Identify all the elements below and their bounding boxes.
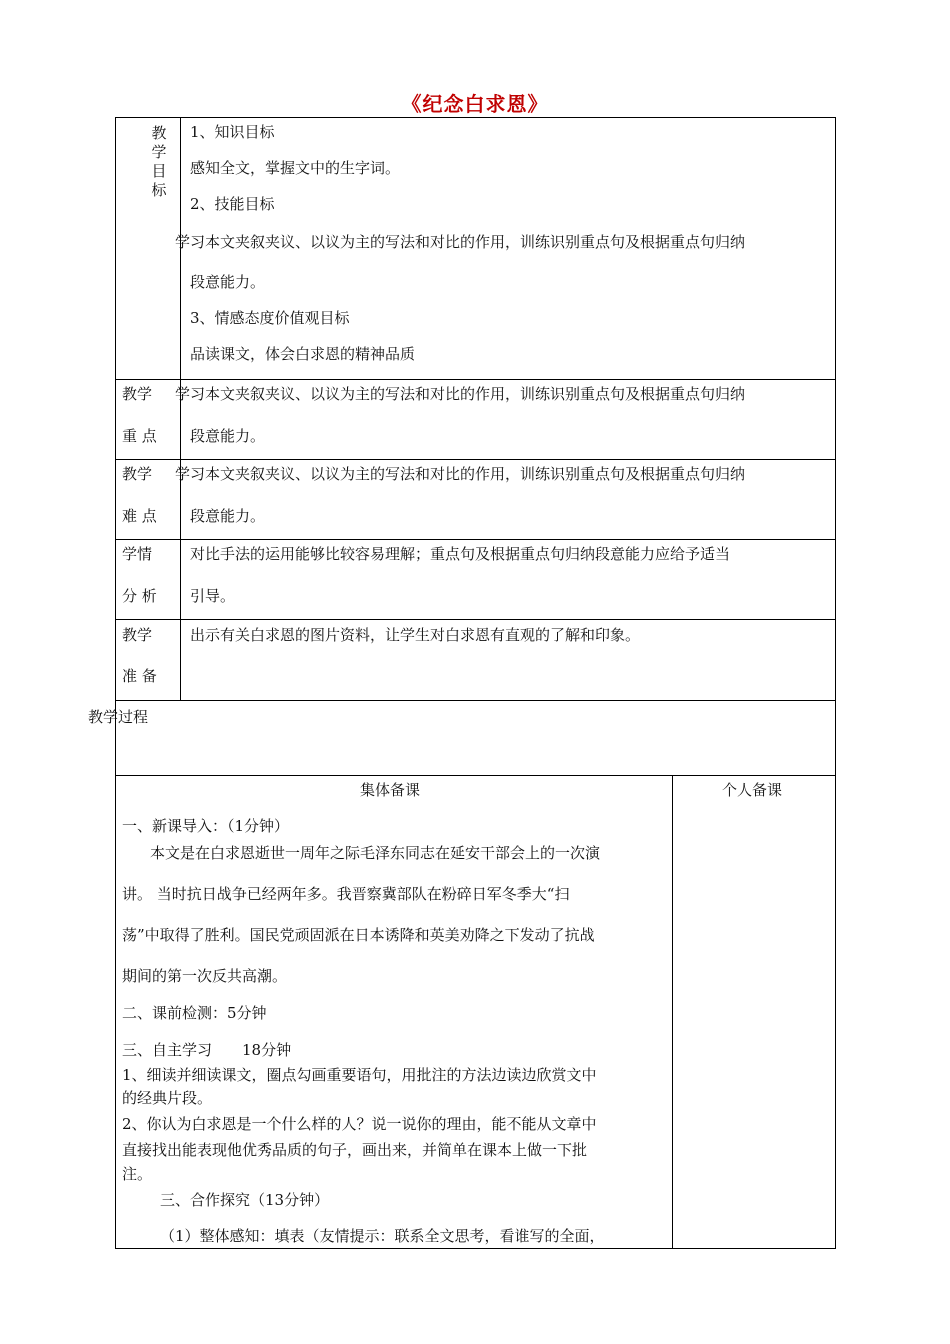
row-divider bbox=[115, 539, 836, 540]
check-heading: 二、课前检测：5分钟 bbox=[122, 1004, 267, 1022]
preparation-text: 出示有关白求恩的图片资料，让学生对白求恩有直观的了解和印象。 bbox=[190, 626, 641, 644]
self-study-1-line-2: 的经典片段。 bbox=[122, 1089, 213, 1107]
skill-text-line-2: 段意能力。 bbox=[190, 273, 266, 291]
row-divider bbox=[115, 700, 836, 701]
self-study-1-line-1: 1、细读并细读课文，圈点勾画重要语句，用批注的方法边读边欣赏文中 bbox=[122, 1066, 597, 1084]
difficulties-label-2: 难 点 bbox=[122, 507, 157, 525]
process-label: 教学过程 bbox=[88, 708, 149, 726]
cooperation-heading: 三、合作探究（13分钟） bbox=[160, 1191, 330, 1209]
personal-prep-header: 个人备课 bbox=[722, 781, 783, 799]
self-study-time: 18分钟 bbox=[242, 1041, 292, 1059]
table-border-right bbox=[835, 117, 836, 1249]
skill-text-line-1: 学习本文夹叙夹议、以议为主的写法和对比的作用，训练识别重点句及根据重点句归纳 bbox=[175, 233, 746, 251]
emotion-heading: 3、情感态度价值观目标 bbox=[190, 309, 350, 327]
table-label-divider bbox=[180, 117, 181, 701]
difficulties-text-line-1: 学习本文夹叙夹议、以议为主的写法和对比的作用，训练识别重点句及根据重点句归纳 bbox=[175, 465, 746, 483]
analysis-label-2: 分 析 bbox=[122, 587, 157, 605]
analysis-text-line-1: 对比手法的运用能够比较容易理解；重点句及根据重点句归纳段意能力应给予适当 bbox=[190, 545, 731, 563]
self-study-2-line-3: 注。 bbox=[122, 1165, 153, 1183]
row-divider bbox=[115, 379, 836, 380]
key-points-label-2: 重 点 bbox=[122, 427, 157, 445]
row-divider bbox=[115, 775, 836, 776]
cooperation-task-1-text: ：填表（友情提示：联系全文思考，看谁写的全面， bbox=[259, 1227, 605, 1245]
difficulties-text-line-2: 段意能力。 bbox=[190, 507, 266, 525]
table-border-bottom bbox=[115, 1248, 836, 1249]
key-points-text-line-1: 学习本文夹叙夹议、以议为主的写法和对比的作用，训练识别重点句及根据重点句归纳 bbox=[175, 385, 746, 403]
emotion-text: 品读课文，体会白求恩的精神品质 bbox=[190, 345, 416, 363]
key-points-label-1: 教学 bbox=[122, 385, 153, 403]
cooperation-task-1 bbox=[160, 1226, 605, 1246]
row-divider bbox=[115, 619, 836, 620]
table-border-top bbox=[115, 117, 836, 118]
objectives-label: 教学目标 bbox=[151, 124, 167, 199]
difficulties-label-1: 教学 bbox=[122, 465, 153, 483]
self-study-2-line-2: 直接找出能表现他优秀品质的句子，画出来，并简单在课本上做一下批 bbox=[122, 1141, 588, 1159]
knowledge-heading: 1、知识目标 bbox=[190, 123, 275, 141]
knowledge-text: 感知全文，掌握文中的生字词。 bbox=[190, 159, 401, 177]
intro-heading: 一、新课导入：（1分钟） bbox=[122, 817, 290, 835]
preparation-label-2: 准 备 bbox=[122, 667, 157, 685]
intro-line-4: 期间的第一次反共高潮。 bbox=[122, 967, 288, 985]
group-prep-header: 集体备课 bbox=[360, 781, 421, 799]
column-divider bbox=[672, 775, 673, 1249]
self-study-heading: 三、自主学习 bbox=[122, 1041, 213, 1059]
skill-heading: 2、技能目标 bbox=[190, 195, 275, 213]
analysis-label-1: 学情 bbox=[122, 545, 153, 563]
self-study-2-line-1: 2、你认为白求恩是一个什么样的人？说一说你的理由，能不能从文章中 bbox=[122, 1115, 597, 1133]
row-divider bbox=[115, 459, 836, 460]
analysis-text-line-2: 引导。 bbox=[190, 587, 236, 605]
table-border-left bbox=[115, 117, 116, 1249]
intro-line-2: 讲。 当时抗日战争已经两年多。我晋察冀部队在粉碎日军冬季大“扫 bbox=[122, 885, 570, 903]
cooperation-task-1-label: （1）整体感知 bbox=[160, 1227, 260, 1245]
intro-line-1: 本文是在白求恩逝世一周年之际毛泽东同志在延安干部会上的一次演 bbox=[150, 844, 601, 862]
document-title: 《纪念白求恩》 bbox=[401, 92, 549, 116]
preparation-label-1: 教学 bbox=[122, 626, 153, 644]
intro-line-3: 荡”中取得了胜利。国民党顽固派在日本诱降和英美劝降之下发动了抗战 bbox=[122, 926, 595, 944]
key-points-text-line-2: 段意能力。 bbox=[190, 427, 266, 445]
